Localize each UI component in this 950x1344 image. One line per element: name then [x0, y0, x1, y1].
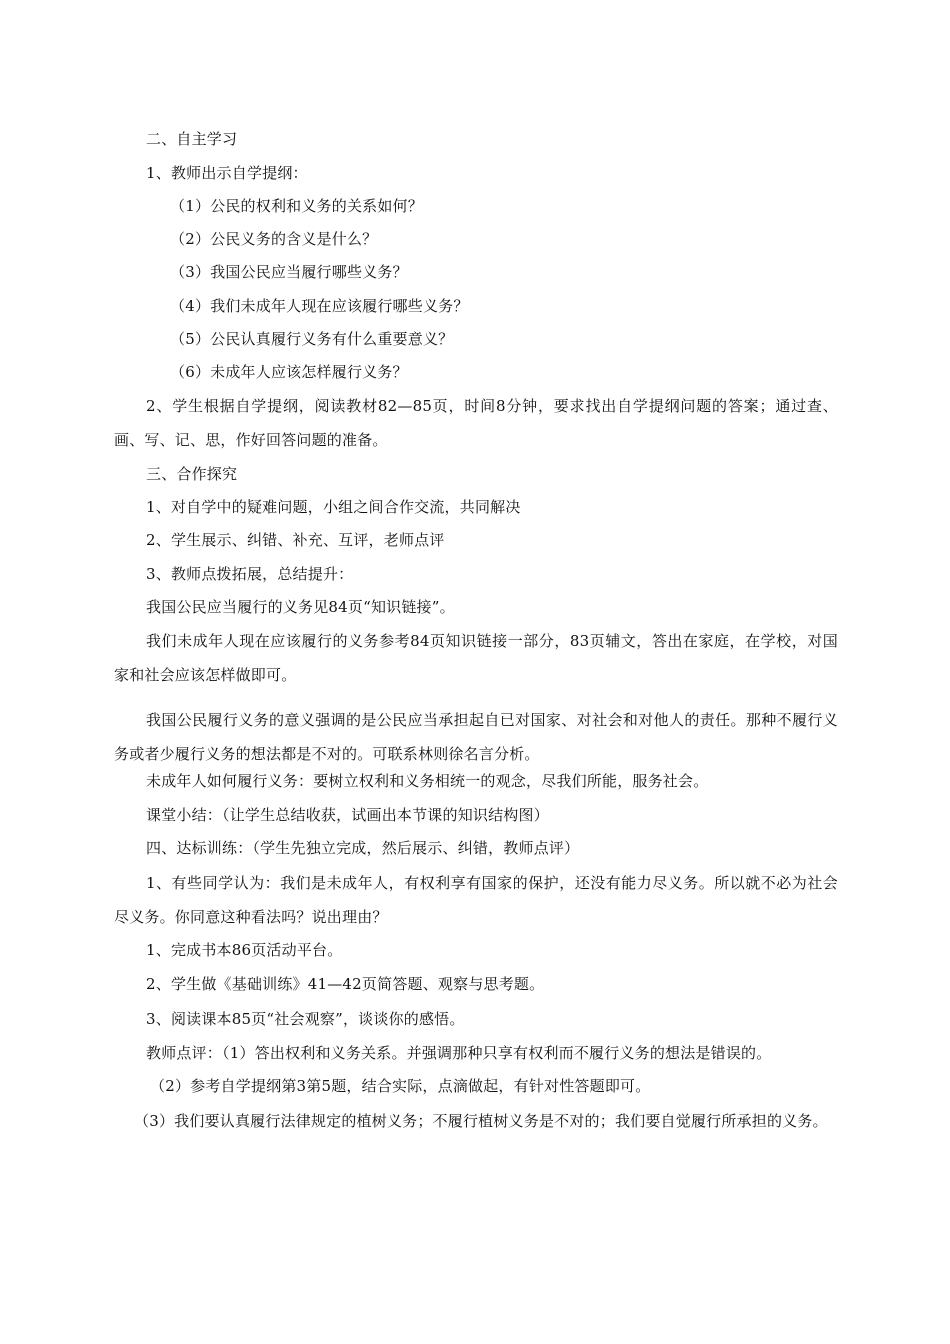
heading-cooperative-inquiry: 三、合作探究	[146, 465, 238, 483]
task-3: 3、阅读课本85页“社会观察”，谈谈你的感悟。	[146, 1010, 465, 1028]
outline-item-1: （1）公民的权利和义务的关系如何？	[170, 197, 423, 215]
minor-fulfill-duties: 未成年人如何履行义务：要树立权利和义务相统一的观念，尽我们所能，服务社会。	[146, 772, 709, 790]
teacher-comment-2: （2）参考自学提纲第3第5题，结合实际，点滴做起，有针对性答题即可。	[150, 1077, 651, 1095]
teacher-comment: 教师点评：（1）答出权利和义务关系。并强调那种只享有权利而不履行义务的想法是错误的。	[146, 1044, 772, 1062]
outline-item-6: （6）未成年人应该怎样履行义务？	[170, 363, 408, 381]
inquiry-step-2: 2、学生展示、纠错、补充、互评，老师点评	[146, 531, 445, 549]
paragraph-question-1: 1、有些同学认为：我们是未成年人，有权利享有国家的保护，还没有能力尽义务。所以就不必为社会尽义务。你同意这种看法吗？说出理由？	[114, 874, 838, 926]
task-1: 1、完成书本86页活动平台。	[146, 941, 343, 959]
paragraph-minor-duties: 我们未成年人现在应该履行的义务参考84页知识链接一部分，83页辅文，答出在家庭，在学校，对国家和社会应该怎样做即可。	[114, 632, 838, 684]
paragraph-study-instructions: 2、学生根据自学提纲，阅读教材82—85页，时间8分钟，要求找出自学提纲问题的答案；通过查、画、写、记、思，作好回答问题的准备。	[114, 397, 838, 449]
inquiry-step-3: 3、教师点拨拓展，总结提升：	[146, 565, 354, 583]
task-2: 2、学生做《基础训练》41—42页简答题、观察与思考题。	[146, 975, 545, 993]
paragraph-duty-meaning: 我国公民履行义务的意义强调的是公民应当承担起自已对国家、对社会和对他人的责任。那种不履行义务或者少履行义务的想法都是不对的。可联系林则徐名言分析。	[114, 711, 838, 763]
outline-item-5: （5）公民认真履行义务有什么重要意义？	[170, 330, 454, 348]
outline-item-4: （4）我们未成年人现在应该履行哪些义务？	[170, 297, 469, 315]
class-summary: 课堂小结：（让学生总结收获，试画出本节课的知识结构图）	[146, 806, 549, 824]
outline-intro: 1、教师出示自学提纲：	[146, 164, 308, 182]
outline-item-3: （3）我国公民应当履行哪些义务？	[170, 263, 408, 281]
duties-reference: 我国公民应当履行的义务见84页“知识链接”。	[146, 598, 455, 616]
outline-item-2: （2）公民义务的含义是什么？	[170, 230, 378, 248]
heading-self-study: 二、自主学习	[146, 130, 238, 148]
inquiry-step-1: 1、对自学中的疑难问题，小组之间合作交流，共同解决	[146, 498, 521, 516]
heading-practice: 四、达标训练：（学生先独立完成，然后展示、纠错，教师点评）	[146, 839, 580, 857]
paragraph-teacher-comment-3: （3）我们要认真履行法律规定的植树义务；不履行植树义务是不对的；我们要自觉履行所承担的义务。	[134, 1112, 828, 1130]
